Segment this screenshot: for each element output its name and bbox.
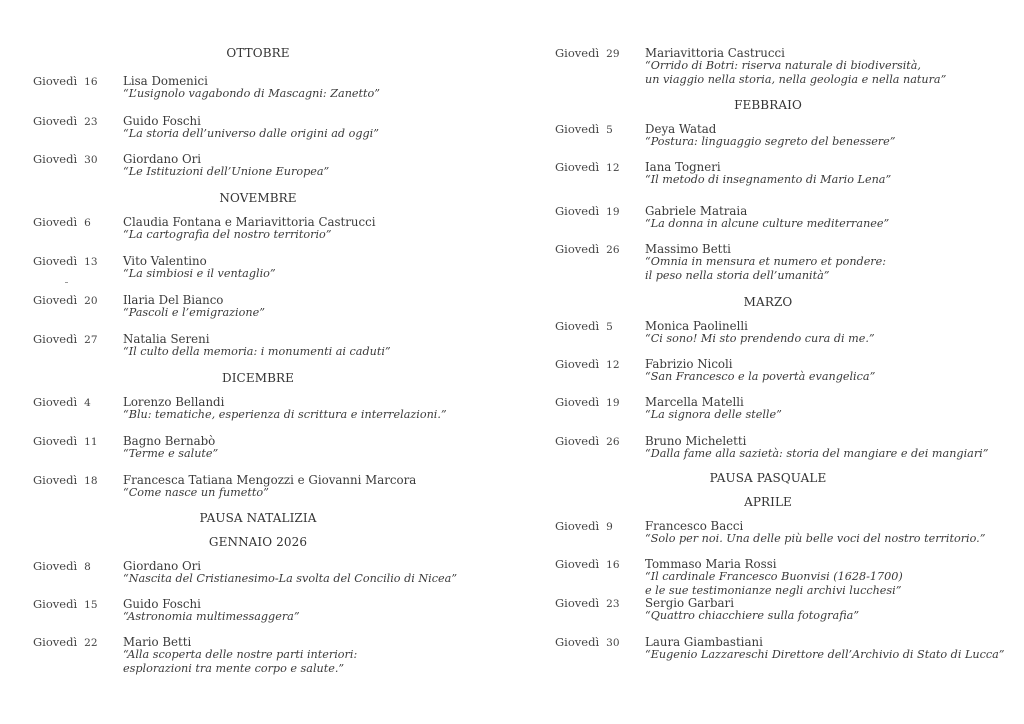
scan-speck	[65, 282, 68, 283]
event-weekday: Giovedì	[555, 319, 600, 333]
event-title: “Eugenio Lazzareschi Direttore dell’Archivio di Stato di Lucca”	[645, 648, 1005, 661]
event-weekday: Giovedì	[33, 293, 78, 307]
event-title: “Quattro chiacchiere sulla fotografia”	[645, 609, 860, 622]
month-heading: GENNAIO 2026	[208, 535, 308, 549]
event-date	[33, 559, 91, 573]
event-weekday: Giovedì	[33, 395, 78, 409]
event-date	[555, 122, 613, 136]
event-title: “Alla scoperta delle nostre parti interiori: esplorazioni tra mente corpo e salute.”	[123, 648, 358, 675]
event-day-number: 8	[84, 561, 91, 573]
event-weekday: Giovedì	[555, 596, 600, 610]
event-weekday: Giovedì	[33, 597, 78, 611]
event-day-number: 22	[84, 637, 98, 649]
event-title: “La donna in alcune culture mediterranee”	[645, 217, 890, 230]
event-title: “Omnia in mensura et numero et pondere: il peso nella storia dell’umanità”	[645, 255, 887, 282]
event-title: “Pascoli e l’emigrazione”	[123, 306, 265, 319]
event-title: “La storia dell’universo dalle origini ad oggi”	[123, 127, 379, 140]
event-title: “Terme e salute”	[123, 447, 219, 460]
event-weekday: Giovedì	[33, 215, 78, 229]
event-day-number: 12	[606, 162, 620, 174]
event-speaker: Iana Togneri	[645, 160, 721, 174]
event-speaker: Fabrizio Nicoli	[645, 357, 733, 371]
event-day-number: 16	[84, 76, 98, 88]
event-speaker: Tommaso Maria Rossi	[645, 557, 777, 571]
event-date	[33, 114, 98, 128]
event-weekday: Giovedì	[555, 557, 600, 571]
event-date	[555, 557, 620, 571]
month-heading: PAUSA NATALIZIA	[199, 511, 317, 525]
event-title: “San Francesco e la povertà evangelica”	[645, 370, 876, 383]
event-title: “Solo per noi. Una delle più belle voci del nostro territorio.”	[645, 532, 986, 545]
event-title: “Blu: tematiche, esperienza di scrittura e interrelazioni.”	[123, 408, 447, 421]
event-day-number: 23	[606, 598, 620, 610]
event-day-number: 23	[84, 116, 98, 128]
event-day-number: 18	[84, 475, 98, 487]
event-day-number: 15	[84, 599, 98, 611]
event-weekday: Giovedì	[555, 242, 600, 256]
event-weekday: Giovedì	[555, 635, 600, 649]
event-title: “Le Istituzioni dell’Unione Europea”	[123, 165, 330, 178]
event-date	[33, 293, 98, 307]
event-speaker: Monica Paolinelli	[645, 319, 748, 333]
event-date	[33, 434, 98, 448]
event-title: “Nascita del Cristianesimo-La svolta del Concilio di Nicea”	[123, 572, 458, 585]
event-day-number: 30	[606, 637, 620, 649]
event-title: “Dalla fame alla sazietà: storia del mangiare e dei mangiari”	[645, 447, 989, 460]
event-date	[555, 395, 620, 409]
event-speaker: Giordano Ori	[123, 152, 202, 166]
event-day-number: 26	[606, 436, 620, 448]
event-date	[33, 597, 98, 611]
event-speaker: Bruno Micheletti	[645, 434, 747, 448]
event-day-number: 11	[84, 436, 98, 448]
event-day-number: 6	[84, 217, 91, 229]
event-date	[33, 395, 91, 409]
event-title: “Ci sono! Mi sto prendendo cura di me.”	[645, 332, 875, 345]
event-date	[555, 357, 620, 371]
event-date	[33, 473, 98, 487]
event-day-number: 16	[606, 559, 620, 571]
event-speaker: Guido Foschi	[123, 114, 201, 128]
event-title: “Come nasce un fumetto”	[123, 486, 269, 499]
event-day-number: 27	[84, 334, 98, 346]
event-day-number: 19	[606, 397, 620, 409]
event-day-number: 13	[84, 256, 98, 268]
event-speaker: Ilaria Del Bianco	[123, 293, 224, 307]
event-day-number: 5	[606, 321, 613, 333]
event-title: “La signora delle stelle”	[645, 408, 782, 421]
month-heading: MARZO	[743, 295, 793, 309]
event-speaker: Mario Betti	[123, 635, 192, 649]
month-heading: OTTOBRE	[226, 46, 290, 60]
event-weekday: Giovedì	[555, 122, 600, 136]
event-title: “Postura: linguaggio segreto del benessere”	[645, 135, 896, 148]
event-date	[555, 434, 620, 448]
event-speaker: Francesco Bacci	[645, 519, 744, 533]
event-date	[555, 519, 613, 533]
event-speaker: Sergio Garbari	[645, 596, 734, 610]
event-speaker: Lisa Domenici	[123, 74, 208, 88]
event-date	[33, 152, 98, 166]
event-speaker: Francesca Tatiana Mengozzi e Giovanni Marcora	[123, 473, 417, 487]
event-date	[33, 254, 98, 268]
event-speaker: Giordano Ori	[123, 559, 202, 573]
event-date	[33, 332, 98, 346]
event-speaker: Vito Valentino	[123, 254, 207, 268]
event-title: “Il cardinale Francesco Buonvisi (1628-1700) e le sue testimonianze negli archivi lucchesi”	[645, 570, 903, 597]
event-weekday: Giovedì	[555, 357, 600, 371]
event-day-number: 29	[606, 48, 620, 60]
event-day-number: 20	[84, 295, 98, 307]
event-day-number: 5	[606, 124, 613, 136]
event-speaker: Guido Foschi	[123, 597, 201, 611]
event-title: “La cartografia del nostro territorio”	[123, 228, 332, 241]
event-date	[555, 204, 620, 218]
event-weekday: Giovedì	[555, 160, 600, 174]
event-weekday: Giovedì	[555, 434, 600, 448]
event-weekday: Giovedì	[33, 559, 78, 573]
event-title: “La simbiosi e il ventaglio”	[123, 267, 276, 280]
event-speaker: Deya Watad	[645, 122, 717, 136]
event-speaker: Massimo Betti	[645, 242, 731, 256]
event-date	[555, 160, 620, 174]
event-date	[33, 635, 98, 649]
event-weekday: Giovedì	[33, 473, 78, 487]
event-day-number: 12	[606, 359, 620, 371]
event-day-number: 30	[84, 154, 98, 166]
event-speaker: Mariavittoria Castrucci	[645, 46, 785, 60]
event-date	[555, 635, 620, 649]
month-heading: PAUSA PASQUALE	[709, 471, 827, 485]
event-title: “Il metodo di insegnamento di Mario Lena”	[645, 173, 892, 186]
month-heading: DICEMBRE	[221, 371, 295, 385]
event-speaker: Gabriele Matraia	[645, 204, 748, 218]
event-weekday: Giovedì	[555, 395, 600, 409]
event-title: “Astronomia multimessaggera”	[123, 610, 300, 623]
event-speaker: Claudia Fontana e Mariavittoria Castrucci	[123, 215, 376, 229]
event-day-number: 26	[606, 244, 620, 256]
event-weekday: Giovedì	[33, 114, 78, 128]
event-date	[33, 215, 91, 229]
event-speaker: Laura Giambastiani	[645, 635, 763, 649]
event-weekday: Giovedì	[555, 204, 600, 218]
month-heading: NOVEMBRE	[219, 191, 297, 205]
event-day-number: 9	[606, 521, 613, 533]
event-date	[33, 74, 98, 88]
event-date	[555, 596, 620, 610]
event-speaker: Bagno Bernabò	[123, 434, 216, 448]
month-heading: APRILE	[744, 495, 792, 509]
event-date	[555, 319, 613, 333]
event-weekday: Giovedì	[33, 332, 78, 346]
event-speaker: Lorenzo Bellandi	[123, 395, 225, 409]
event-weekday: Giovedì	[555, 46, 600, 60]
event-title: “Il culto della memoria: i monumenti ai caduti”	[123, 345, 391, 358]
event-weekday: Giovedì	[555, 519, 600, 533]
month-heading: FEBBRAIO	[734, 98, 802, 112]
event-day-number: 4	[84, 397, 91, 409]
event-title: “L’usignolo vagabondo di Mascagni: Zanetto”	[123, 87, 380, 100]
event-speaker: Marcella Matelli	[645, 395, 744, 409]
event-weekday: Giovedì	[33, 254, 78, 268]
event-weekday: Giovedì	[33, 434, 78, 448]
event-speaker: Natalia Sereni	[123, 332, 210, 346]
event-weekday: Giovedì	[33, 152, 78, 166]
event-weekday: Giovedì	[33, 74, 78, 88]
event-date	[555, 46, 620, 60]
event-title: “Orrido di Botri: riserva naturale di biodiversità, un viaggio nella storia, nella geologia e nella natura”	[645, 59, 947, 86]
event-weekday: Giovedì	[33, 635, 78, 649]
event-day-number: 19	[606, 206, 620, 218]
event-date	[555, 242, 620, 256]
